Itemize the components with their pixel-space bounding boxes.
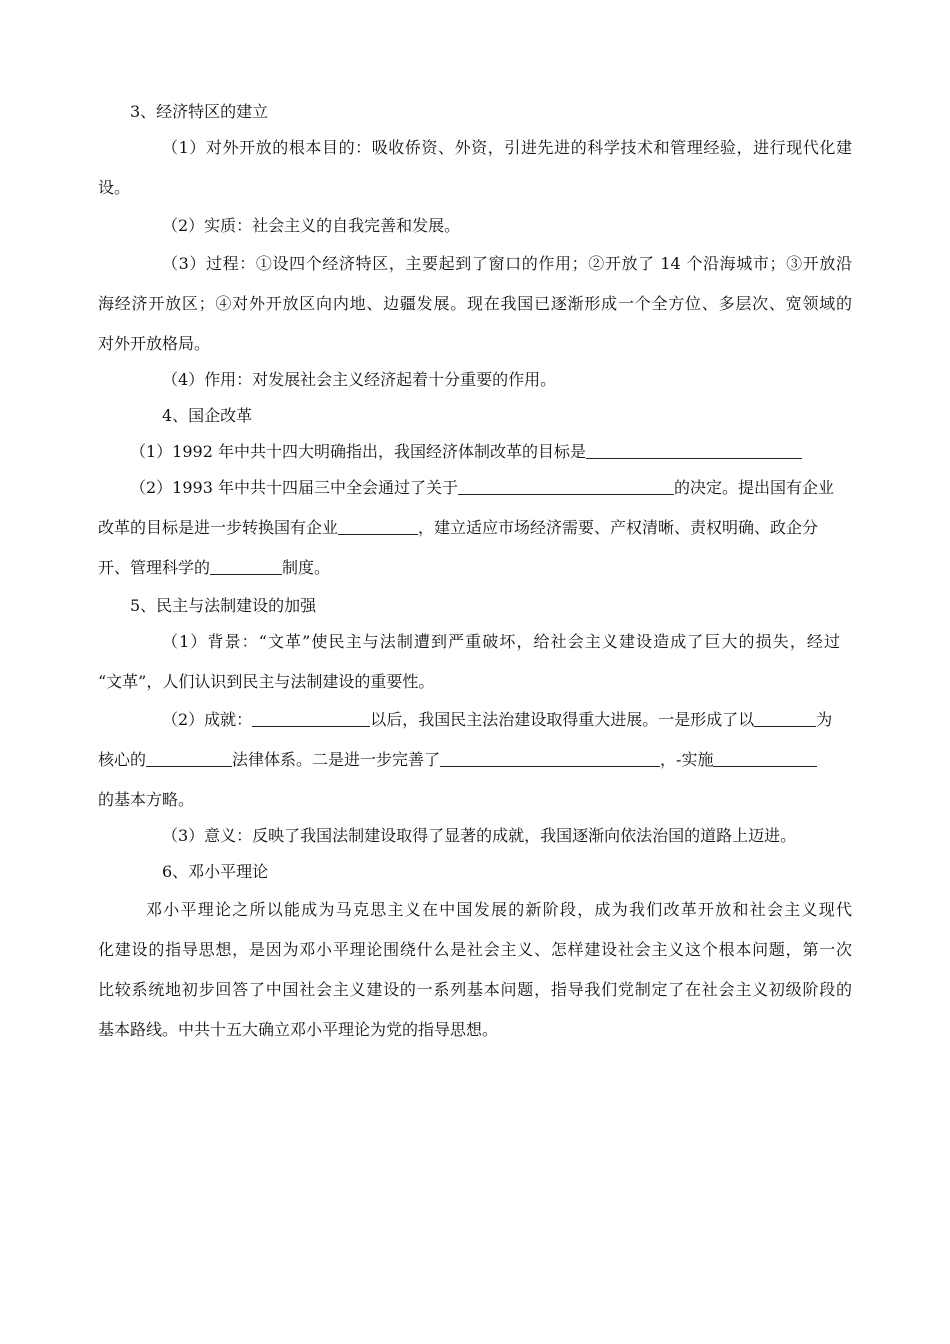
s4-q2-line2	[98, 518, 818, 538]
section-3-heading: 3、经济特区的建立	[130, 102, 269, 121]
s4-q2-line1	[130, 478, 834, 498]
s4-q2-blank-1	[458, 478, 674, 495]
s3-p2: （2）实质：社会主义的自我完善和发展。	[162, 216, 461, 235]
s5-p2-line2	[98, 750, 817, 770]
s5-p2-blank-4	[440, 750, 660, 767]
s4-q2-text-b1: 改革的目标是进一步转换国有企业	[98, 518, 339, 537]
s5-p2-text-b2: 法律体系。二是进一步完善了	[232, 750, 441, 769]
s4-q2-blank-3	[210, 558, 282, 575]
s4-q2-blank-2	[338, 518, 418, 535]
s4-q2-text-c1: 开、管理科学的	[98, 558, 211, 577]
s6-p-line3: 比较系统地初步回答了中国社会主义建设的一系列基本问题，指导我们党制定了在社会主义初级阶段的	[98, 980, 852, 999]
s4-q1-blank	[586, 442, 802, 459]
section-5-heading: 5、民主与法制建设的加强	[130, 596, 317, 615]
s6-p-line2: 化建设的指导思想，是因为邓小平理论围绕什么是社会主义、怎样建设社会主义这个根本问题，第一次	[98, 940, 852, 959]
s5-p2-line3: 的基本方略。	[98, 790, 195, 809]
s4-q1-text: （1）1992 年中共十四大明确指出，我国经济体制改革的目标是	[130, 442, 586, 461]
s5-p2-blank-1	[252, 710, 370, 727]
s5-p2-line1	[162, 710, 832, 730]
s3-p3-line2: 海经济开放区；④对外开放区向内地、边疆发展。现在我国已逐渐形成一个全方位、多层次、宽领域的	[98, 294, 852, 313]
section-4-heading: 4、国企改革	[162, 406, 253, 425]
s4-q2-text-a2: 的决定。提出国有企业	[674, 478, 835, 497]
s3-p3-line1: （3）过程：①设四个经济特区，主要起到了窗口的作用；②开放了 14 个沿海城市；③开放沿	[162, 254, 852, 273]
s5-p2-blank-3	[146, 750, 232, 767]
s3-p1-line2: 设。	[98, 178, 131, 197]
s5-p2-blank-2	[754, 710, 816, 727]
s3-p4: （4）作用：对发展社会主义经济起着十分重要的作用。	[162, 370, 557, 389]
s4-q2-text-b2: ，建立适应市场经济需要、产权清晰、责权明确、政企分	[418, 518, 819, 537]
s5-p2-text-a3: 为	[816, 710, 833, 729]
s6-p-line1: 邓小平理论之所以能成为马克思主义在中国发展的新阶段，成为我们改革开放和社会主义现代	[146, 900, 852, 919]
s3-p1-line1: （1）对外开放的根本目的：吸收侨资、外资，引进先进的科学技术和管理经验，进行现代化建	[162, 138, 852, 157]
s4-q2-line3	[98, 558, 330, 578]
s5-p2-text-b3: ，-实施	[660, 750, 714, 769]
s3-p3-line3: 对外开放格局。	[98, 334, 211, 353]
s5-p1-line2: “文革”，人们认识到民主与法制建设的重要性。	[98, 672, 435, 691]
s5-p2-text-a1: （2）成就：	[162, 710, 253, 729]
s5-p2-text-b1: 核心的	[98, 750, 147, 769]
s5-p3: （3）意义：反映了我国法制建设取得了显著的成就，我国逐渐向依法治国的道路上迈进。	[162, 826, 797, 845]
s5-p2-text-a2: 以后，我国民主法治建设取得重大进展。一是形成了以	[370, 710, 755, 729]
s4-q2-text-c2: 制度。	[282, 558, 331, 577]
s5-p2-blank-5	[713, 750, 817, 767]
s4-q2-text-a1: （2）1993 年中共十四届三中全会通过了关于	[130, 478, 458, 497]
section-6-heading: 6、邓小平理论	[162, 862, 269, 881]
s5-p1-line1: （1）背景：“文革”使民主与法制遭到严重破坏，给社会主义建设造成了巨大的损失，经过	[162, 632, 840, 651]
s4-q1	[130, 442, 802, 462]
s6-p-line4: 基本路线。中共十五大确立邓小平理论为党的指导思想。	[98, 1020, 499, 1039]
